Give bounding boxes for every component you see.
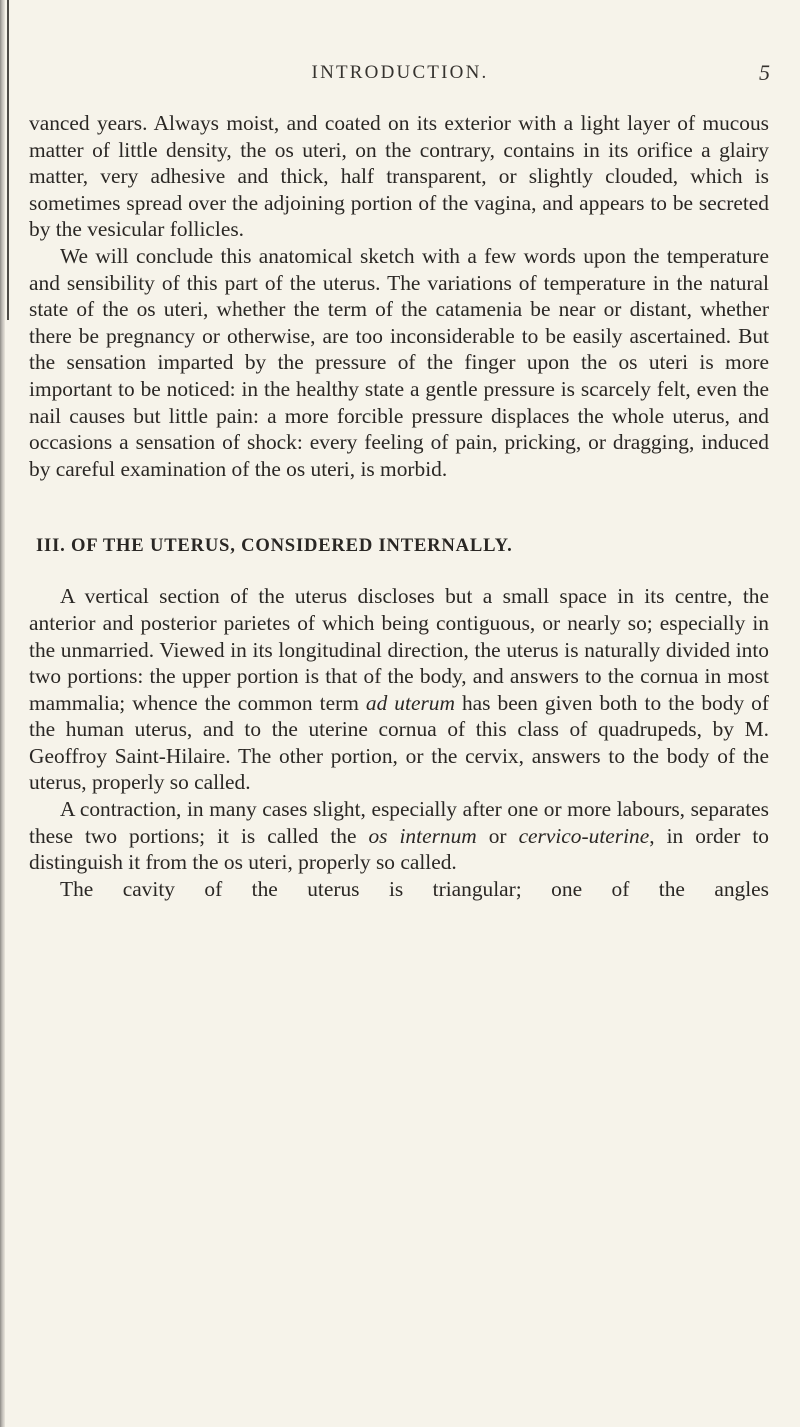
paragraph-text: A contraction, in many cases slight, especially after one or more labours, separates these two portions; it is called the	[29, 797, 769, 848]
latin-term: os internum	[368, 823, 477, 848]
latin-term: ad uterum	[365, 690, 455, 715]
paragraph-text: A vertical section of the uterus discloses but a small space in its centre, the anterior and posterior parietes of which being contiguous, or nearly so; especially in the unmarried. Viewed in its longitudinal direction, the uterus is naturally divided into two portions: the upper portion is that of the body, and answers to the cornua in most mammalia; whence the common term	[29, 584, 769, 715]
running-head	[0, 54, 800, 90]
page-number: 5	[759, 60, 770, 85]
paragraph-text: , in order to distinguish it from the os uteri, properly so called.	[29, 823, 769, 875]
section-heading: III. OF THE UTERUS, CONSIDERED INTERNALLY.	[36, 535, 513, 557]
page-binding-edge	[0, 0, 5, 1427]
paragraph-text: has been given both to the body of the human uterus, and to the uterine cornua of this class of quadrupeds, by M. Geoffroy Saint-Hilaire. The other portion, or the cervix, answers to the body of the uterus, properly so called.	[29, 690, 769, 795]
paragraph-vertical-section	[29, 583, 769, 796]
page-body	[29, 110, 769, 902]
paragraph-continuation: vanced years. Always moist, and coated on its exterior with a light layer of mucous matter of little density, the os uteri, on the contrary, contains in its orifice a glairy matter, very adhesive and thick, half transparent, or slightly clouded, which is sometimes spread over the adjoining portion of the vagina, and appears to be secreted by the vesicular follicles.	[29, 111, 769, 242]
paragraph-cavity: The cavity of the uterus is triangular; one of the angles	[60, 876, 769, 901]
paragraph-text: or	[476, 823, 519, 848]
paragraph-contraction	[29, 796, 769, 876]
paragraph-temperature-sensibility: We will conclude this anatomical sketch with a few words upon the temperature and sensibility of this part of the uterus. The variations of temperature in the natural state of the os uteri, whether the term of the catamenia be near or distant, whether there be pregnancy or otherwise, are too inconsiderable to be easily ascertained. But the sensation imparted by the pressure of the finger upon the os uteri is more important to be noticed: in the healthy state a gentle pressure is scarcely felt, even the nail causes but little pain: a more forcible pressure displaces the whole uterus, and occasions a sensation of shock: every feeling of pain, pricking, or dragging, induced by careful examination of the os uteri, is morbid.	[29, 243, 769, 481]
running-title: INTRODUCTION.	[311, 62, 489, 83]
latin-term: cervico-uterine	[518, 823, 650, 848]
